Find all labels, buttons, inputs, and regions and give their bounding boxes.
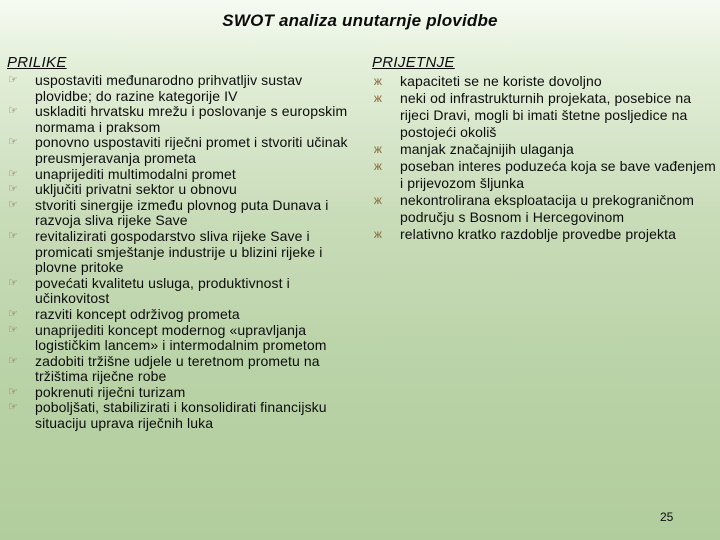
opportunities-item-text: stvoriti sinergije između plovnog puta Dunava i razvoja sliva rijeke Save [35, 196, 329, 229]
pointing-hand-icon: ☞ [8, 354, 18, 367]
pointing-hand-icon: ☞ [8, 105, 18, 118]
pointing-hand-icon: ☞ [8, 229, 18, 242]
threats-item-text: neki od infrastrukturnih projekata, posebice na rijeci Dravi, mogli bi imati štetne posljedice na postojeći okoliš [400, 90, 692, 140]
threats-list [372, 73, 717, 243]
opportunities-item [7, 229, 362, 276]
opportunities-item-text: uključiti privatni sektor u obnovu [35, 181, 237, 198]
opportunities-item-text: razviti koncept održivog prometa [35, 305, 240, 322]
opportunities-heading: PRILIKE [7, 54, 67, 71]
pointing-hand-icon: ☞ [8, 307, 18, 320]
opportunities-item-text: uskladiti hrvatsku mrežu i poslovanje s europskim normama i praksom [35, 103, 348, 135]
pointing-hand-icon: ☞ [8, 198, 18, 211]
opportunities-item-text: unaprijediti multimodalni promet [35, 165, 236, 182]
pointing-hand-icon: ☞ [8, 401, 18, 414]
opportunities-item-text: poboljšati, stabilizirati i konsolidirati financijsku situaciju uprava riječnih luka [35, 399, 327, 432]
opportunities-item [7, 135, 362, 166]
bomb-icon: ж [373, 142, 383, 156]
threats-heading: PRIJETNJE [372, 54, 455, 71]
opportunities-item [7, 323, 362, 354]
page-number: 25 [660, 510, 674, 524]
opportunities-item [7, 198, 362, 229]
threats-item-text: poseban interes poduzeća koja se bave vađenjem i prijevozom šljunka [400, 158, 716, 191]
pointing-hand-icon: ☞ [8, 74, 18, 86]
opportunities-item-text: revitalizirati gospodarstvo sliva rijeke Save i promicati smještanje industrije u blizini rijeke i plovne pritoke [35, 227, 323, 276]
threats-item-text: manjak značajnijih ulaganja [400, 141, 574, 157]
pointing-hand-icon: ☞ [8, 385, 18, 398]
bomb-icon: ж [373, 91, 383, 105]
opportunities-item [7, 104, 362, 135]
bomb-icon: ж [373, 159, 383, 173]
threats-item [372, 141, 717, 158]
threats-item-text: kapaciteti se ne koriste dovoljno [400, 73, 602, 89]
opportunities-item [7, 276, 362, 307]
bomb-icon: ж [373, 193, 383, 207]
opportunities-item-text: povećati kvalitetu usluga, produktivnost i učinkovitost [35, 274, 290, 307]
opportunities-column [7, 54, 362, 432]
pointing-hand-icon: ☞ [8, 323, 18, 336]
threats-item [372, 90, 717, 141]
threats-item [372, 73, 717, 90]
opportunities-item-text: pokrenuti riječni turizam [35, 383, 186, 400]
bomb-icon: ж [373, 227, 383, 241]
opportunities-item-text: unaprijediti koncept modernog «upravljanja logističkim lancem» i intermodalnim prometom [35, 321, 327, 354]
opportunities-item-text: ponovno uspostaviti riječni promet i stvoriti učinak preusmjeravanja prometa [35, 134, 348, 166]
opportunities-item [7, 307, 362, 323]
threats-column [372, 54, 717, 243]
opportunities-item [7, 385, 362, 401]
opportunities-item [7, 73, 362, 104]
threats-item [372, 226, 717, 243]
threats-item [372, 158, 717, 192]
opportunities-item [7, 182, 362, 198]
opportunities-item [7, 354, 362, 385]
pointing-hand-icon: ☞ [8, 136, 18, 149]
opportunities-item [7, 400, 362, 431]
opportunities-item-text: zadobiti tržišne udjele u teretnom prometu na tržištima riječne robe [35, 352, 320, 385]
slide-title: SWOT analiza unutarnje plovidbe [222, 11, 498, 30]
bomb-icon: ж [373, 74, 383, 88]
threats-item [372, 192, 717, 226]
opportunities-item-text: uspostaviti međunarodno prihvatljiv sustav plovidbe; do razine kategorije IV [35, 72, 303, 104]
opportunities-item [7, 167, 362, 183]
threats-item-text: relativno kratko razdoblje provedbe projekta [400, 226, 676, 242]
pointing-hand-icon: ☞ [8, 167, 18, 180]
pointing-hand-icon: ☞ [8, 183, 18, 196]
pointing-hand-icon: ☞ [8, 276, 18, 289]
threats-item-text: nekontrolirana eksploatacija u prekograničnom području s Bosnom i Hercegovinom [400, 192, 695, 225]
opportunities-list [7, 73, 362, 432]
